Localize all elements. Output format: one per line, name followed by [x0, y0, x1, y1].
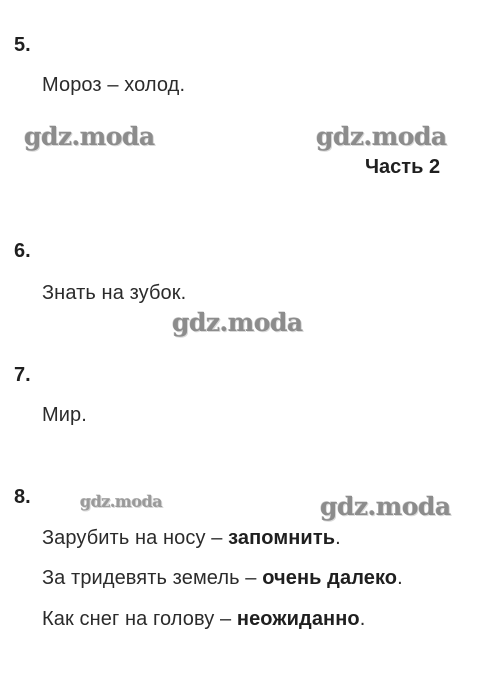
idiom-meaning: неожиданно	[236, 608, 360, 630]
punctuation: .	[359, 608, 366, 630]
item-number-8: 8.	[14, 486, 31, 508]
punctuation: .	[397, 567, 403, 589]
item-8-line-3	[42, 608, 365, 631]
item-number-5: 5.	[14, 34, 31, 56]
item-5-answer: Мороз – холод.	[42, 74, 186, 96]
idiom-text: За тридевять земель –	[42, 567, 263, 589]
item-number-6: 6.	[14, 240, 31, 262]
idiom-text: Как снег на голову –	[42, 608, 237, 630]
punctuation: .	[335, 527, 341, 549]
watermark-logo: gdz.moda	[80, 492, 163, 511]
item-6-answer: Знать на зубок.	[42, 282, 187, 304]
watermark-logo: gdz.moda	[320, 492, 451, 521]
part-label: Часть 2	[365, 156, 441, 178]
watermark-logo: gdz.moda	[172, 308, 303, 337]
idiom-meaning: запомнить	[228, 527, 336, 549]
idiom-text: Зарубить на носу –	[42, 527, 229, 549]
watermark-logo: gdz.moda	[24, 122, 155, 151]
idiom-meaning: очень далеко	[262, 567, 398, 589]
item-8-line-2	[42, 567, 403, 590]
item-8-line-1	[42, 527, 341, 550]
item-7-answer: Мир.	[42, 404, 87, 426]
watermark-logo: gdz.moda	[316, 122, 447, 151]
item-number-7: 7.	[14, 364, 31, 386]
